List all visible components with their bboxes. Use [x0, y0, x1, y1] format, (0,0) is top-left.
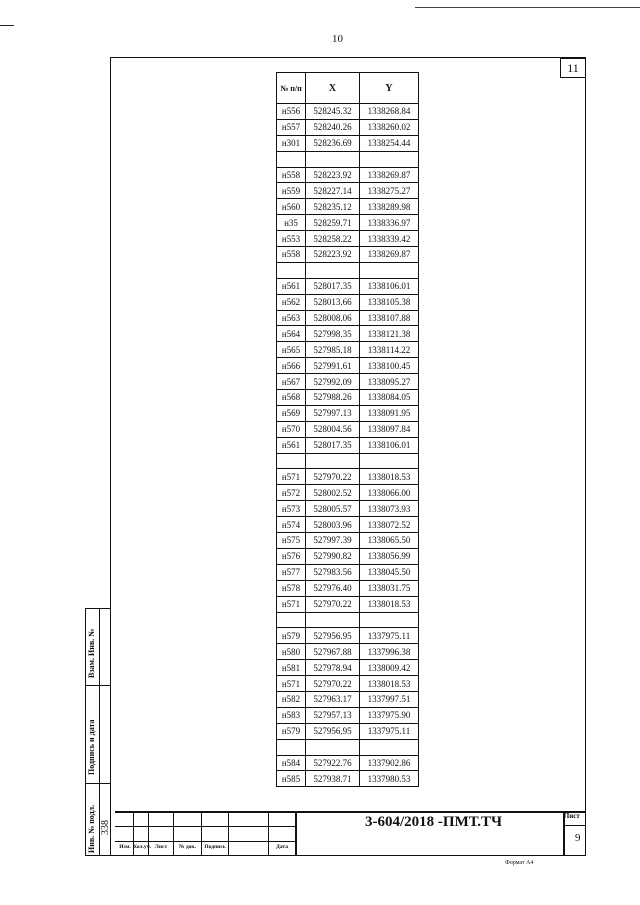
- header-x: X: [306, 73, 360, 104]
- point-number-cell: н577: [277, 564, 306, 580]
- point-number-cell: н558: [277, 167, 306, 183]
- x-coordinate-cell: [306, 151, 360, 167]
- table-row: [277, 723, 419, 739]
- point-number-cell: н563: [277, 310, 306, 326]
- y-coordinate-cell: 1338269.87: [360, 167, 419, 183]
- point-number-cell: н569: [277, 405, 306, 421]
- x-coordinate-cell: 527997.13: [306, 405, 360, 421]
- point-number-cell: н556: [277, 104, 306, 120]
- y-coordinate-cell: 1337997.51: [360, 691, 419, 707]
- x-coordinate-cell: 528013.66: [306, 294, 360, 310]
- table-row: [277, 390, 419, 406]
- table-row: [277, 310, 419, 326]
- point-number-cell: н553: [277, 231, 306, 247]
- point-number-cell: н567: [277, 374, 306, 390]
- table-row: [277, 437, 419, 453]
- x-coordinate-cell: 528236.69: [306, 135, 360, 151]
- x-coordinate-cell: 527963.17: [306, 691, 360, 707]
- x-coordinate-cell: 527988.26: [306, 390, 360, 406]
- x-coordinate-cell: 527938.71: [306, 771, 360, 787]
- table-row: [277, 262, 419, 278]
- x-coordinate-cell: 527976.40: [306, 580, 360, 596]
- col-date: Дата: [276, 844, 288, 850]
- x-coordinate-cell: 527983.56: [306, 564, 360, 580]
- signature-date-label: Подпись и дата: [87, 719, 96, 775]
- table-row: [277, 533, 419, 549]
- table-row: [277, 199, 419, 215]
- sheet-corner-number: 11: [560, 58, 586, 78]
- point-number-cell: н580: [277, 644, 306, 660]
- table-row: [277, 231, 419, 247]
- table-row: [277, 580, 419, 596]
- point-number-cell: н561: [277, 437, 306, 453]
- point-number-cell: н557: [277, 119, 306, 135]
- table-row: [277, 215, 419, 231]
- table-row: [277, 421, 419, 437]
- coordinates-table: [276, 72, 419, 787]
- x-coordinate-cell: 528003.96: [306, 517, 360, 533]
- y-coordinate-cell: 1338100.45: [360, 358, 419, 374]
- table-row: [277, 501, 419, 517]
- x-coordinate-cell: 527991.61: [306, 358, 360, 374]
- y-coordinate-cell: 1338031.75: [360, 580, 419, 596]
- y-coordinate-cell: 1338072.52: [360, 517, 419, 533]
- x-coordinate-cell: 528017.35: [306, 437, 360, 453]
- point-number-cell: н559: [277, 183, 306, 199]
- table-row: [277, 644, 419, 660]
- x-coordinate-cell: [306, 612, 360, 628]
- x-coordinate-cell: 528235.12: [306, 199, 360, 215]
- x-coordinate-cell: 527970.22: [306, 676, 360, 692]
- point-number-cell: н582: [277, 691, 306, 707]
- sheet-number: 9: [575, 832, 581, 844]
- x-coordinate-cell: [306, 739, 360, 755]
- table-row: [277, 453, 419, 469]
- table-row: [277, 405, 419, 421]
- y-coordinate-cell: 1338009.42: [360, 660, 419, 676]
- sheet-label: Лист: [564, 812, 580, 820]
- point-number-cell: н558: [277, 247, 306, 263]
- table-row: [277, 739, 419, 755]
- table-row: [277, 358, 419, 374]
- y-coordinate-cell: 1338107.88: [360, 310, 419, 326]
- format-label: Формат А4: [505, 860, 534, 866]
- y-coordinate-cell: 1338268.84: [360, 104, 419, 120]
- point-number-cell: н576: [277, 548, 306, 564]
- table-row: [277, 104, 419, 120]
- y-coordinate-cell: 1337902.86: [360, 755, 419, 771]
- side-stamp-inner: [99, 608, 111, 856]
- y-coordinate-cell: 1338018.53: [360, 596, 419, 612]
- y-coordinate-cell: 1338045.50: [360, 564, 419, 580]
- table-row: [277, 676, 419, 692]
- point-number-cell: н585: [277, 771, 306, 787]
- y-coordinate-cell: 1338018.53: [360, 676, 419, 692]
- y-coordinate-cell: 1338073.93: [360, 501, 419, 517]
- y-coordinate-cell: 1338260.02: [360, 119, 419, 135]
- point-number-cell: [277, 151, 306, 167]
- x-coordinate-cell: 527970.22: [306, 596, 360, 612]
- point-number-cell: н578: [277, 580, 306, 596]
- col-doc-num: № док.: [179, 844, 196, 850]
- y-coordinate-cell: 1338339.42: [360, 231, 419, 247]
- point-number-cell: н571: [277, 469, 306, 485]
- point-number-cell: н574: [277, 517, 306, 533]
- table-row: [277, 278, 419, 294]
- y-coordinate-cell: 1337975.11: [360, 628, 419, 644]
- x-coordinate-cell: 528223.92: [306, 247, 360, 263]
- y-coordinate-cell: 1337980.53: [360, 771, 419, 787]
- x-coordinate-cell: 527967.88: [306, 644, 360, 660]
- x-coordinate-cell: 527997.39: [306, 533, 360, 549]
- point-number-cell: н575: [277, 533, 306, 549]
- x-coordinate-cell: 527985.18: [306, 342, 360, 358]
- x-coordinate-cell: 528002.52: [306, 485, 360, 501]
- col-izm: Изм.: [119, 844, 131, 850]
- document-code: 3-604/2018 -ПМТ.ТЧ: [365, 814, 502, 830]
- inv-orig-number: 338: [100, 820, 111, 835]
- title-block: [115, 811, 586, 856]
- y-coordinate-cell: [360, 151, 419, 167]
- table-row: [277, 485, 419, 501]
- y-coordinate-cell: 1338018.53: [360, 469, 419, 485]
- x-coordinate-cell: [306, 262, 360, 278]
- y-coordinate-cell: [360, 612, 419, 628]
- x-coordinate-cell: 527978.94: [306, 660, 360, 676]
- vzam-inv-label: Взам. Инв. №: [87, 628, 96, 678]
- col-kol-uch: Кол.уч.: [133, 844, 152, 850]
- y-coordinate-cell: 1337975.90: [360, 707, 419, 723]
- table-row: [277, 342, 419, 358]
- table-row: [277, 326, 419, 342]
- point-number-cell: н301: [277, 135, 306, 151]
- page-number: 10: [332, 33, 343, 45]
- point-number-cell: н570: [277, 421, 306, 437]
- x-coordinate-cell: 527956.95: [306, 628, 360, 644]
- x-coordinate-cell: 528004.56: [306, 421, 360, 437]
- y-coordinate-cell: 1338289.98: [360, 199, 419, 215]
- table-header-row: [277, 73, 419, 104]
- table-row: [277, 374, 419, 390]
- y-coordinate-cell: [360, 262, 419, 278]
- x-coordinate-cell: 528240.26: [306, 119, 360, 135]
- point-number-cell: н566: [277, 358, 306, 374]
- point-number-cell: н572: [277, 485, 306, 501]
- y-coordinate-cell: 1338254.44: [360, 135, 419, 151]
- x-coordinate-cell: 527992.09: [306, 374, 360, 390]
- point-number-cell: н561: [277, 278, 306, 294]
- x-coordinate-cell: 528258.22: [306, 231, 360, 247]
- x-coordinate-cell: 528227.14: [306, 183, 360, 199]
- col-signature: Подпись: [204, 844, 226, 850]
- point-number-cell: н35: [277, 215, 306, 231]
- y-coordinate-cell: 1337975.11: [360, 723, 419, 739]
- table-row: [277, 612, 419, 628]
- y-coordinate-cell: 1338336.97: [360, 215, 419, 231]
- point-number-cell: н579: [277, 628, 306, 644]
- x-coordinate-cell: 528017.35: [306, 278, 360, 294]
- y-coordinate-cell: [360, 453, 419, 469]
- table-row: [277, 660, 419, 676]
- point-number-cell: [277, 739, 306, 755]
- side-stamp-divider: [85, 783, 110, 784]
- point-number-cell: н564: [277, 326, 306, 342]
- table-row: [277, 183, 419, 199]
- x-coordinate-cell: 527970.22: [306, 469, 360, 485]
- table-row: [277, 247, 419, 263]
- y-coordinate-cell: 1338106.01: [360, 437, 419, 453]
- x-coordinate-cell: 527990.82: [306, 548, 360, 564]
- y-coordinate-cell: 1338097.84: [360, 421, 419, 437]
- point-number-cell: н560: [277, 199, 306, 215]
- table-row: [277, 151, 419, 167]
- coordinates-table-body: [277, 104, 419, 787]
- x-coordinate-cell: 527956.95: [306, 723, 360, 739]
- table-row: [277, 119, 419, 135]
- x-coordinate-cell: 527957.13: [306, 707, 360, 723]
- x-coordinate-cell: 528223.92: [306, 167, 360, 183]
- point-number-cell: н571: [277, 596, 306, 612]
- x-coordinate-cell: 527922.76: [306, 755, 360, 771]
- table-row: [277, 628, 419, 644]
- inv-orig-label: Инв. № подл.: [87, 804, 96, 853]
- y-coordinate-cell: 1338095.27: [360, 374, 419, 390]
- side-stamp-divider: [85, 685, 110, 686]
- point-number-cell: н565: [277, 342, 306, 358]
- y-coordinate-cell: 1338269.87: [360, 247, 419, 263]
- point-number-cell: [277, 453, 306, 469]
- header-y: Y: [360, 73, 419, 104]
- table-row: [277, 517, 419, 533]
- x-coordinate-cell: 527998.35: [306, 326, 360, 342]
- y-coordinate-cell: 1337996.38: [360, 644, 419, 660]
- x-coordinate-cell: 528259.71: [306, 215, 360, 231]
- point-number-cell: н583: [277, 707, 306, 723]
- point-number-cell: н579: [277, 723, 306, 739]
- table-row: [277, 707, 419, 723]
- table-row: [277, 167, 419, 183]
- table-row: [277, 469, 419, 485]
- point-number-cell: н568: [277, 390, 306, 406]
- x-coordinate-cell: 528245.32: [306, 104, 360, 120]
- y-coordinate-cell: 1338056.99: [360, 548, 419, 564]
- col-list: Лист: [154, 844, 168, 850]
- y-coordinate-cell: 1338121.38: [360, 326, 419, 342]
- x-coordinate-cell: 528005.57: [306, 501, 360, 517]
- header-num: № п/п: [277, 73, 306, 104]
- table-row: [277, 596, 419, 612]
- table-row: [277, 135, 419, 151]
- table-row: [277, 564, 419, 580]
- point-number-cell: н581: [277, 660, 306, 676]
- point-number-cell: [277, 612, 306, 628]
- y-coordinate-cell: [360, 739, 419, 755]
- y-coordinate-cell: 1338105.38: [360, 294, 419, 310]
- point-number-cell: [277, 262, 306, 278]
- y-coordinate-cell: 1338091.95: [360, 405, 419, 421]
- y-coordinate-cell: 1338114.22: [360, 342, 419, 358]
- table-row: [277, 691, 419, 707]
- table-row: [277, 294, 419, 310]
- x-coordinate-cell: [306, 453, 360, 469]
- top-rule: [415, 7, 640, 8]
- x-coordinate-cell: 528008.06: [306, 310, 360, 326]
- margin-mark: [0, 25, 14, 26]
- y-coordinate-cell: 1338275.27: [360, 183, 419, 199]
- table-row: [277, 755, 419, 771]
- table-row: [277, 548, 419, 564]
- point-number-cell: н571: [277, 676, 306, 692]
- y-coordinate-cell: 1338066.00: [360, 485, 419, 501]
- y-coordinate-cell: 1338084.05: [360, 390, 419, 406]
- y-coordinate-cell: 1338065.50: [360, 533, 419, 549]
- y-coordinate-cell: 1338106.01: [360, 278, 419, 294]
- table-row: [277, 771, 419, 787]
- point-number-cell: н584: [277, 755, 306, 771]
- point-number-cell: н573: [277, 501, 306, 517]
- point-number-cell: н562: [277, 294, 306, 310]
